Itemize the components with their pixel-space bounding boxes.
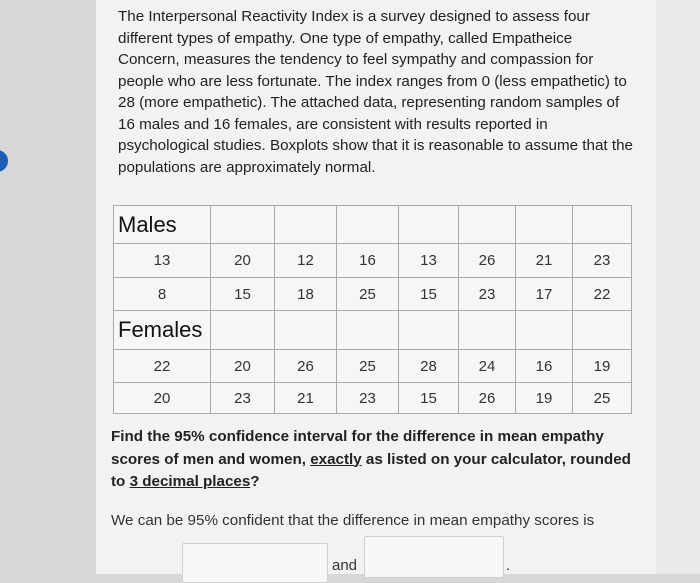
table-cell: 17 xyxy=(516,278,573,311)
empty-cell xyxy=(516,311,573,350)
females-header-row xyxy=(114,311,632,350)
table-cell: 19 xyxy=(573,350,632,383)
table-cell: 8 xyxy=(114,278,211,311)
table-cell: 25 xyxy=(337,278,399,311)
males-row-2 xyxy=(114,278,632,311)
table-cell: 28 xyxy=(399,350,459,383)
empty-cell xyxy=(399,206,459,244)
empty-cell xyxy=(211,206,275,244)
table-cell: 24 xyxy=(459,350,516,383)
table-cell: 22 xyxy=(573,278,632,311)
empty-cell xyxy=(337,206,399,244)
table-cell: 20 xyxy=(114,383,211,414)
empty-cell xyxy=(211,311,275,350)
empathy-data-table xyxy=(113,205,632,414)
males-label: Males xyxy=(114,206,211,244)
table-cell: 26 xyxy=(459,244,516,278)
problem-intro-text: The Interpersonal Reactivity Index is a survey designed to assess four different types of empathy. One type of empathy, called Empatheice Concern, measures the tendency to feel sympathy and compassion for people who are less fortunate. The index ranges from 0 (less empathetic) to 28 (more empathetic). The attached data, representing random samples of 16 males and 16 females, are consistent with results reported in psychological studies. Boxplots show that it is reasonable to assume that the populations are approximately normal. xyxy=(118,8,633,176)
side-indicator xyxy=(0,150,8,172)
table-cell: 26 xyxy=(275,350,337,383)
table-cell: 23 xyxy=(459,278,516,311)
table-cell: 23 xyxy=(211,383,275,414)
empty-cell xyxy=(573,311,632,350)
empty-cell xyxy=(399,311,459,350)
empty-cell xyxy=(459,206,516,244)
question-text xyxy=(111,426,641,494)
males-header-row xyxy=(114,206,632,244)
table-cell: 13 xyxy=(399,244,459,278)
empty-cell xyxy=(516,206,573,244)
table-cell: 22 xyxy=(114,350,211,383)
table-cell: 25 xyxy=(573,383,632,414)
table-cell: 20 xyxy=(211,244,275,278)
table-cell: 23 xyxy=(337,383,399,414)
table-cell: 20 xyxy=(211,350,275,383)
question-decimals: 3 decimal places xyxy=(129,473,251,490)
period-mark: . xyxy=(506,557,511,574)
table-cell: 25 xyxy=(337,350,399,383)
table-cell: 21 xyxy=(275,383,337,414)
empty-cell xyxy=(337,311,399,350)
males-row-1 xyxy=(114,244,632,278)
females-label: Females xyxy=(114,311,211,350)
table-cell: 23 xyxy=(573,244,632,278)
empty-cell xyxy=(573,206,632,244)
females-row-2 xyxy=(114,383,632,414)
upper-bound-input[interactable] xyxy=(364,536,504,578)
empty-cell xyxy=(459,311,516,350)
answer-sentence: We can be 95% confident that the difference in mean empathy scores is xyxy=(111,512,595,529)
question-exactly: exactly xyxy=(310,450,362,468)
question-part-3: ? xyxy=(250,473,260,490)
table-cell: 18 xyxy=(275,278,337,311)
empty-cell xyxy=(275,206,337,244)
females-row-1 xyxy=(114,350,632,383)
table-cell: 26 xyxy=(459,383,516,414)
table-cell: 15 xyxy=(211,278,275,311)
page-margin xyxy=(656,0,700,574)
lower-bound-input[interactable] xyxy=(182,543,328,583)
table-cell: 21 xyxy=(516,244,573,278)
question-part-2: as listed on your calculator, rounded to xyxy=(111,450,631,490)
and-label: and xyxy=(332,557,358,574)
table-cell: 13 xyxy=(114,244,211,278)
question-part-1: Find the 95% confidence interval for the difference in mean empathy scores of men and women, xyxy=(111,428,604,468)
table-cell: 15 xyxy=(399,278,459,311)
empty-cell xyxy=(275,311,337,350)
table-cell: 16 xyxy=(516,350,573,383)
table-cell: 16 xyxy=(337,244,399,278)
table-cell: 15 xyxy=(399,383,459,414)
table-cell: 12 xyxy=(275,244,337,278)
table-cell: 19 xyxy=(516,383,573,414)
